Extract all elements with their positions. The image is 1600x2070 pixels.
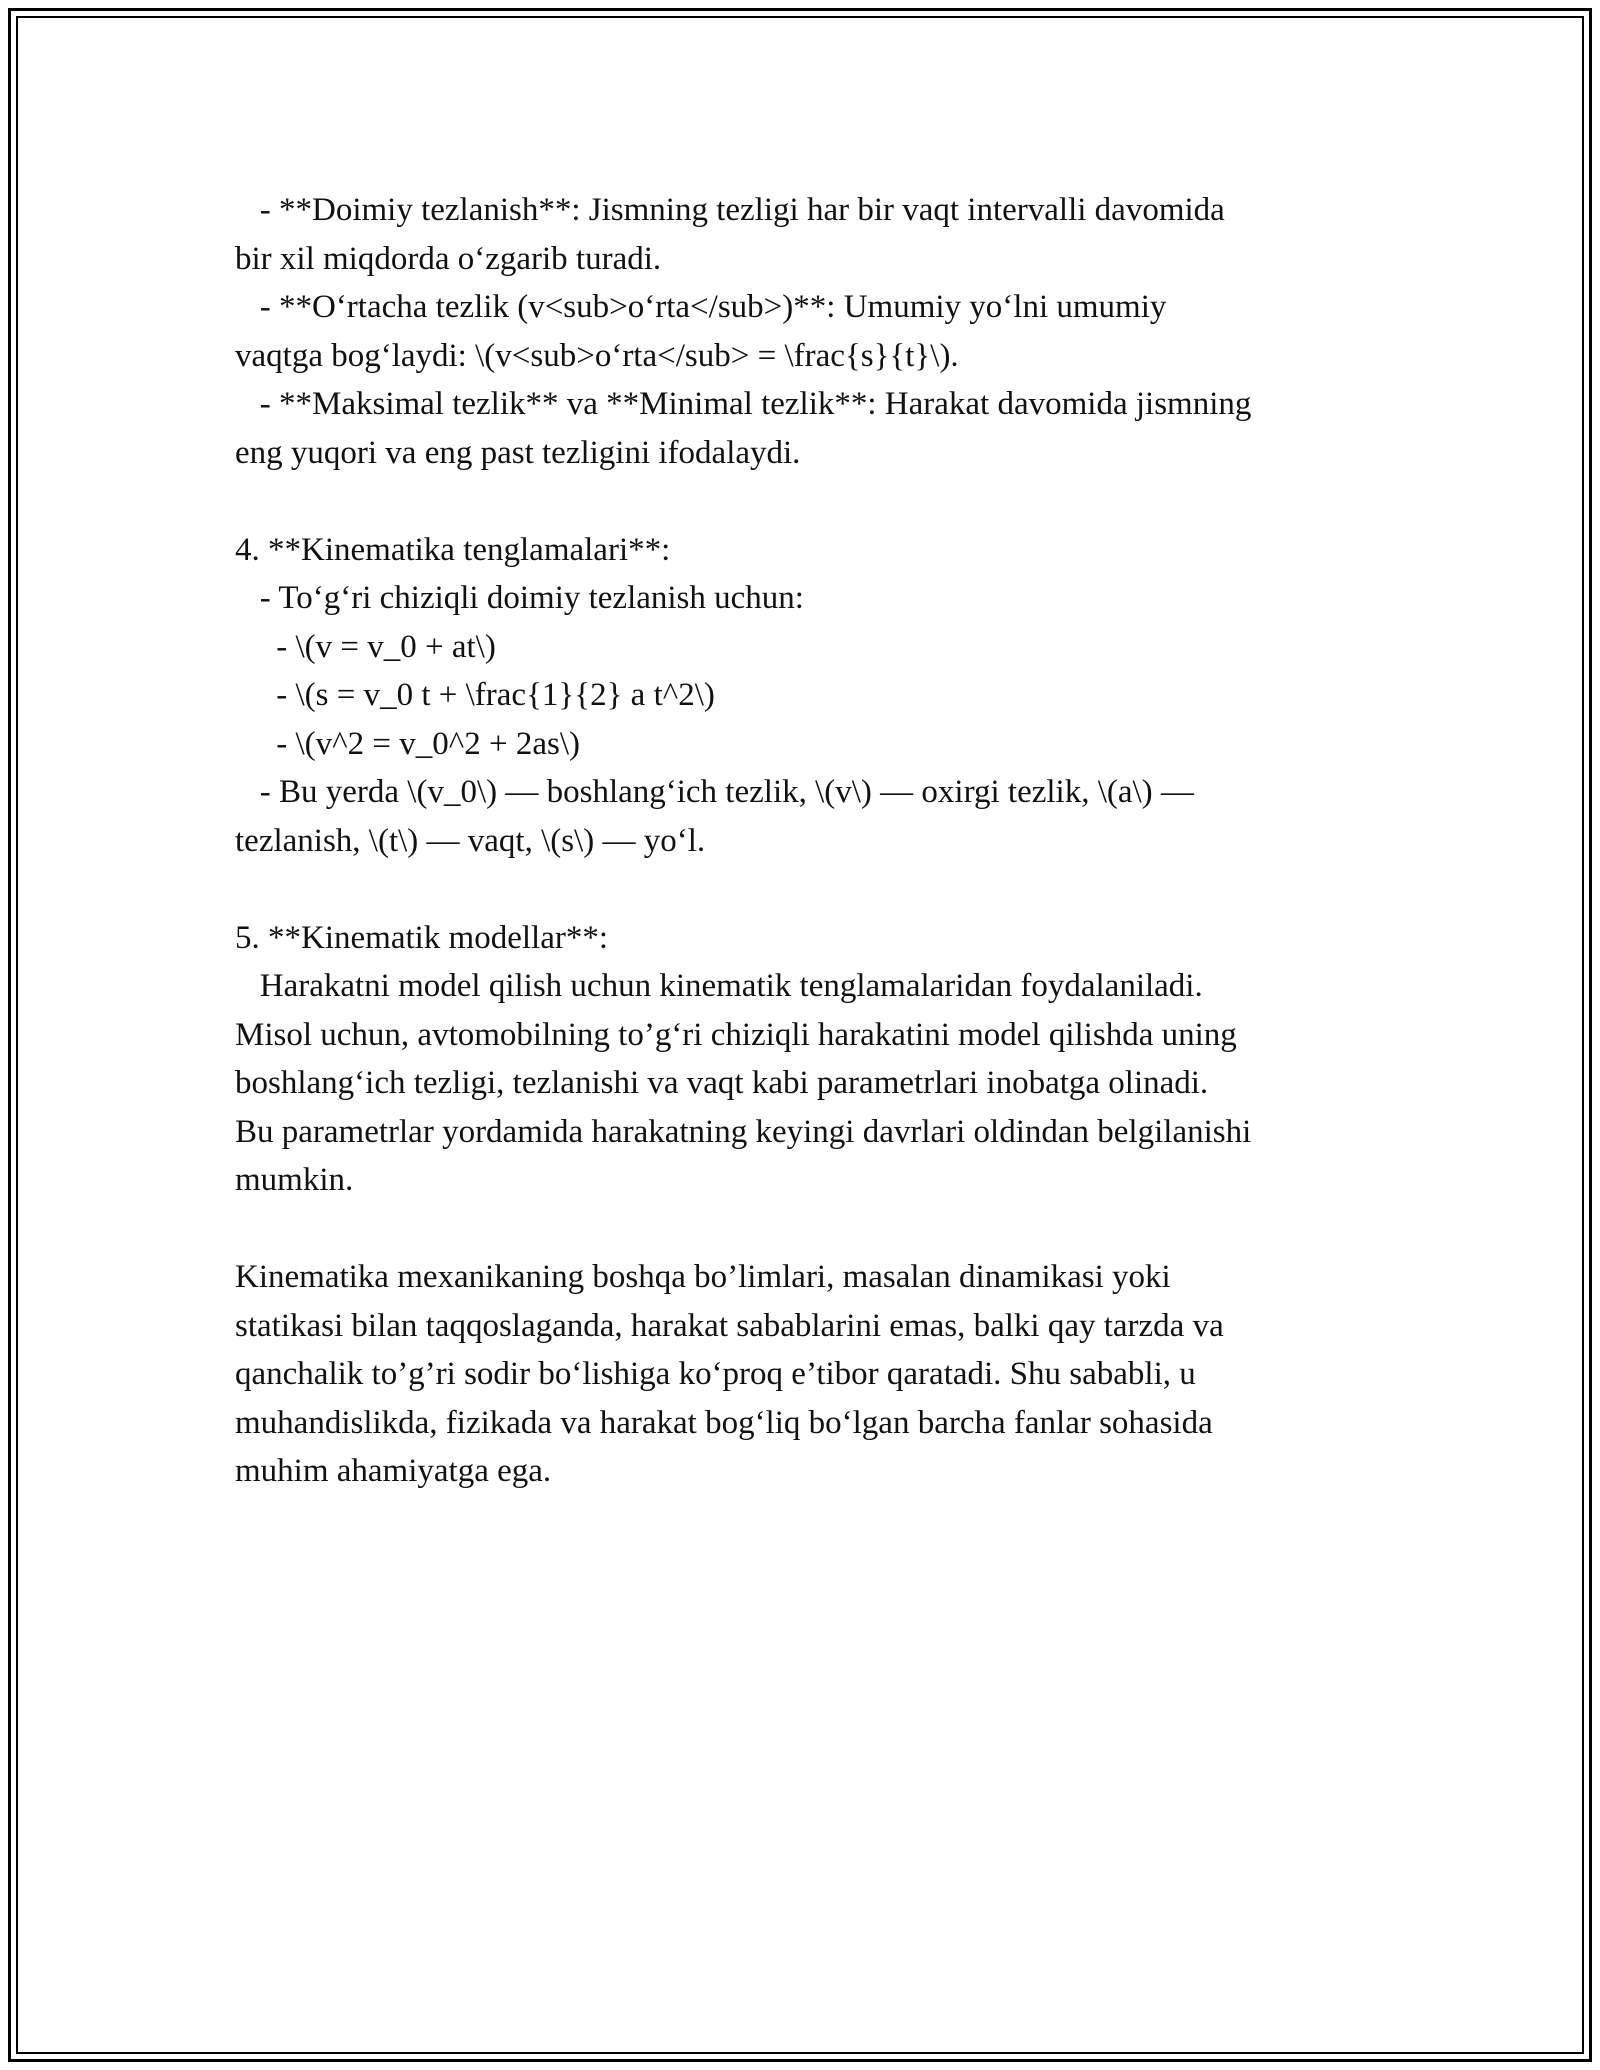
doc-line: - **Maksimal tezlik** va **Minimal tezlik**: Harakat davomida jismning: [235, 386, 1252, 422]
section-heading: 4. **Kinematika tenglamalari**:: [235, 531, 671, 568]
doc-line: mumkin.: [235, 1162, 354, 1198]
blank-line: [235, 1205, 1375, 1254]
doc-line: Bu parametrlar yordamida harakatning keyingi davrlari oldindan belgilanishi: [235, 1113, 1252, 1150]
doc-line: - **O‘rtacha tezlik (v<sub>o‘rta</sub>)**: Umumiy yo‘lni umumiy: [235, 289, 1167, 325]
doc-line: eng yuqori va eng past tezligini ifodalaydi.: [235, 434, 801, 471]
doc-line: Misol uchun, avtomobilning to’g‘ri chiziqli harakatini model qilishda uning: [235, 1016, 1237, 1053]
document-body: [235, 186, 1375, 1496]
doc-line: boshlang‘ich tezligi, tezlanishi va vaqt kabi parametrlari inobatga olinadi.: [235, 1065, 1209, 1101]
equation-line: - \(s = v_0 t + \frac{1}{2} a t^2\): [235, 677, 715, 713]
equation-line: - \(v = v_0 + at\): [235, 628, 496, 665]
equation-line: - \(v^2 = v_0^2 + 2as\): [235, 725, 580, 762]
doc-line: - Bu yerda \(v_0\) — boshlang‘ich tezlik, \(v\) — oxirgi tezlik, \(a\) —: [235, 774, 1194, 810]
blank-line: [235, 865, 1375, 914]
doc-line: - **Doimiy tezlanish**: Jismning tezligi har bir vaqt intervalli davomida: [235, 192, 1225, 228]
doc-line: Kinematika mexanikaning boshqa bo’limlari, masalan dinamikasi yoki: [235, 1259, 1171, 1295]
doc-line: bir xil miqdorda o‘zgarib turadi.: [235, 240, 662, 277]
doc-line: tezlanish, \(t\) — vaqt, \(s\) — yo‘l.: [235, 822, 706, 859]
section-heading: 5. **Kinematik modellar**:: [235, 919, 609, 956]
doc-line: Harakatni model qilish uchun kinematik tenglamalaridan foydalaniladi.: [235, 968, 1203, 1004]
blank-line: [235, 477, 1375, 526]
doc-line: statikasi bilan taqqoslaganda, harakat sabablarini emas, balki qay tarzda va: [235, 1307, 1224, 1344]
doc-line: muhim ahamiyatga ega.: [235, 1453, 552, 1489]
doc-line: vaqtga bog‘laydi: \(v<sub>o‘rta</sub> = \frac{s}{t}\).: [235, 337, 959, 374]
doc-line: muhandislikda, fizikada va harakat bog‘liq bo‘lgan barcha fanlar sohasida: [235, 1404, 1213, 1441]
doc-line: - To‘g‘ri chiziqli doimiy tezlanish uchun:: [235, 580, 804, 616]
doc-line: qanchalik to’g’ri sodir bo‘lishiga ko‘proq e’tibor qaratadi. Shu sababli, u: [235, 1356, 1196, 1392]
